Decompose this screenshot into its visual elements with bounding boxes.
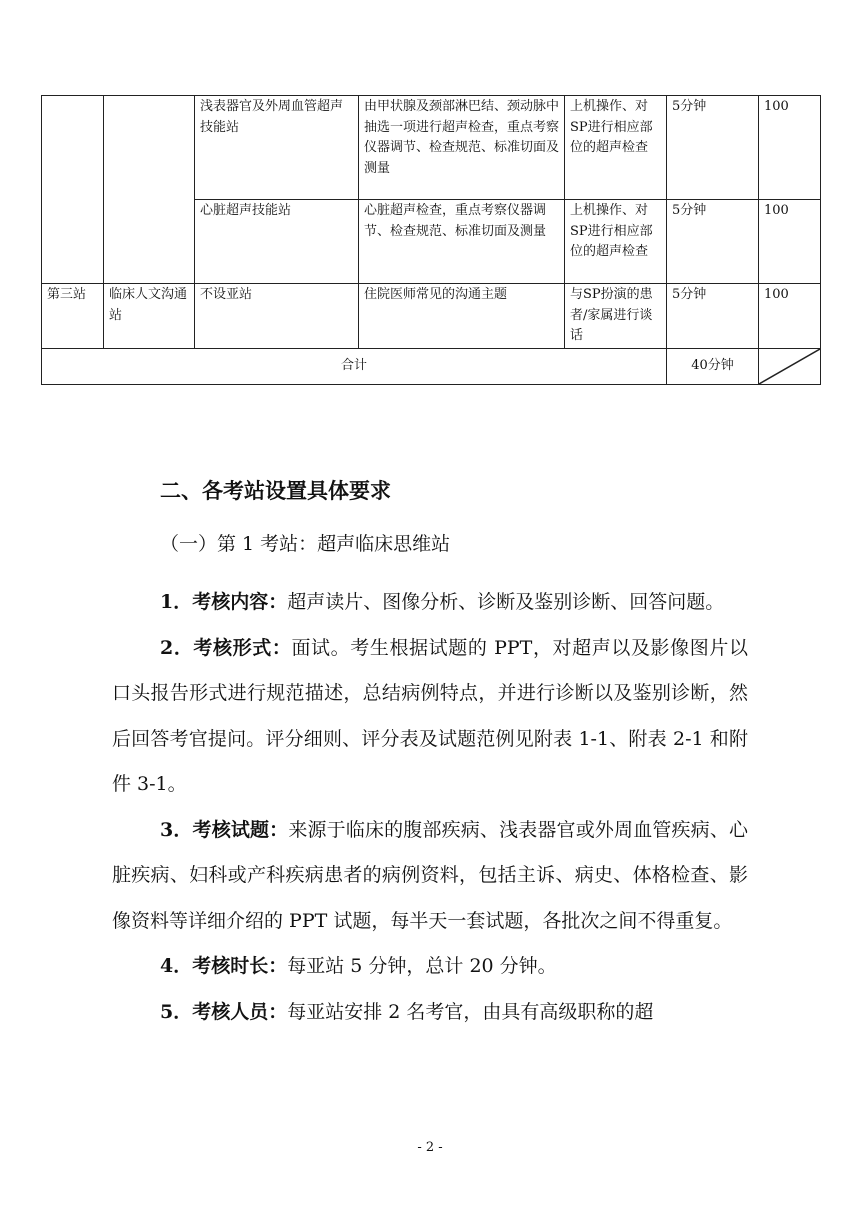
score-cell: 100: [759, 200, 821, 284]
content-cell: 由甲状腺及颈部淋巴结、颈动脉中抽选一项进行超声检查，重点考察仪器调节、检查规范、标准切面及测量: [359, 96, 565, 200]
body-text: [112, 580, 748, 1035]
diagonal-line: [759, 349, 820, 384]
section-subheading: （一）第 1 考站：超声临床思维站: [160, 533, 451, 555]
station-number-cell: 第三站: [42, 284, 104, 349]
substation-cell: 心脏超声技能站: [195, 200, 359, 284]
method-cell: 上机操作、对SP进行相应部位的超声检查: [565, 96, 667, 200]
paragraph-format: [112, 626, 748, 808]
time-cell: 5分钟: [667, 284, 759, 349]
item-label: 3．考核试题：: [160, 818, 289, 841]
method-cell: 与SP扮演的患者/家属进行谈话: [565, 284, 667, 349]
page-number: - 2 -: [417, 1140, 443, 1155]
station-name-cell: [104, 96, 195, 284]
item-text: 每亚站安排 2 名考官，由具有高级职称的超: [287, 1000, 654, 1023]
item-text: 超声读片、图像分析、诊断及鉴别诊断、回答问题。: [287, 591, 725, 613]
content-cell: 心脏超声检查，重点考察仪器调节、检查规范、标准切面及测量: [359, 200, 565, 284]
substation-cell: 浅表器官及外周血管超声技能站: [195, 96, 359, 200]
score-cell: 100: [759, 96, 821, 200]
diagonal-cell: [759, 348, 821, 384]
score-cell: 100: [759, 284, 821, 349]
total-time: 40分钟: [667, 348, 759, 384]
item-text: 每亚站 5 分钟，总计 20 分钟。: [287, 955, 557, 977]
substation-cell: 不设亚站: [195, 284, 359, 349]
total-row: [42, 348, 821, 384]
item-text: 面试。考生根据试题的 PPT，对超声以及影像图片以口头报告形式进行规范描述，总结病例特点，并进行诊断以及鉴别诊断，然后回答考官提问。评分细则、评分表及试题范例见附表 1-1、附表 2-1 和附件 3-1。: [112, 636, 748, 795]
paragraph-content: [112, 580, 748, 626]
paragraph-staff: [112, 990, 748, 1036]
total-label: 合计: [42, 348, 667, 384]
table-row: [42, 284, 821, 349]
section-heading: 二、各考站设置具体要求: [160, 479, 391, 503]
item-label: 4．考核时长：: [160, 955, 288, 977]
exam-station-table: [41, 95, 821, 385]
time-cell: 5分钟: [667, 96, 759, 200]
item-label: 5．考核人员：: [160, 1000, 288, 1023]
station-number-cell: [42, 96, 104, 284]
paragraph-questions: [112, 808, 748, 945]
item-label: 1．考核内容：: [160, 591, 288, 613]
paragraph-duration: [112, 944, 748, 990]
item-label: 2．考核形式：: [160, 636, 292, 659]
station-name-cell: 临床人文沟通站: [104, 284, 195, 349]
time-cell: 5分钟: [667, 200, 759, 284]
item-text: 来源于临床的腹部疾病、浅表器官或外周血管疾病、心脏疾病、妇科或产科疾病患者的病例资料，包括主诉、病史、体格检查、影像资料等详细介绍的 PPT 试题，每半天一套试题，各批次之间不得重复。: [112, 818, 748, 932]
method-cell: 上机操作、对SP进行相应部位的超声检查: [565, 200, 667, 284]
content-cell: 住院医师常见的沟通主题: [359, 284, 565, 349]
table-row: [42, 96, 821, 200]
